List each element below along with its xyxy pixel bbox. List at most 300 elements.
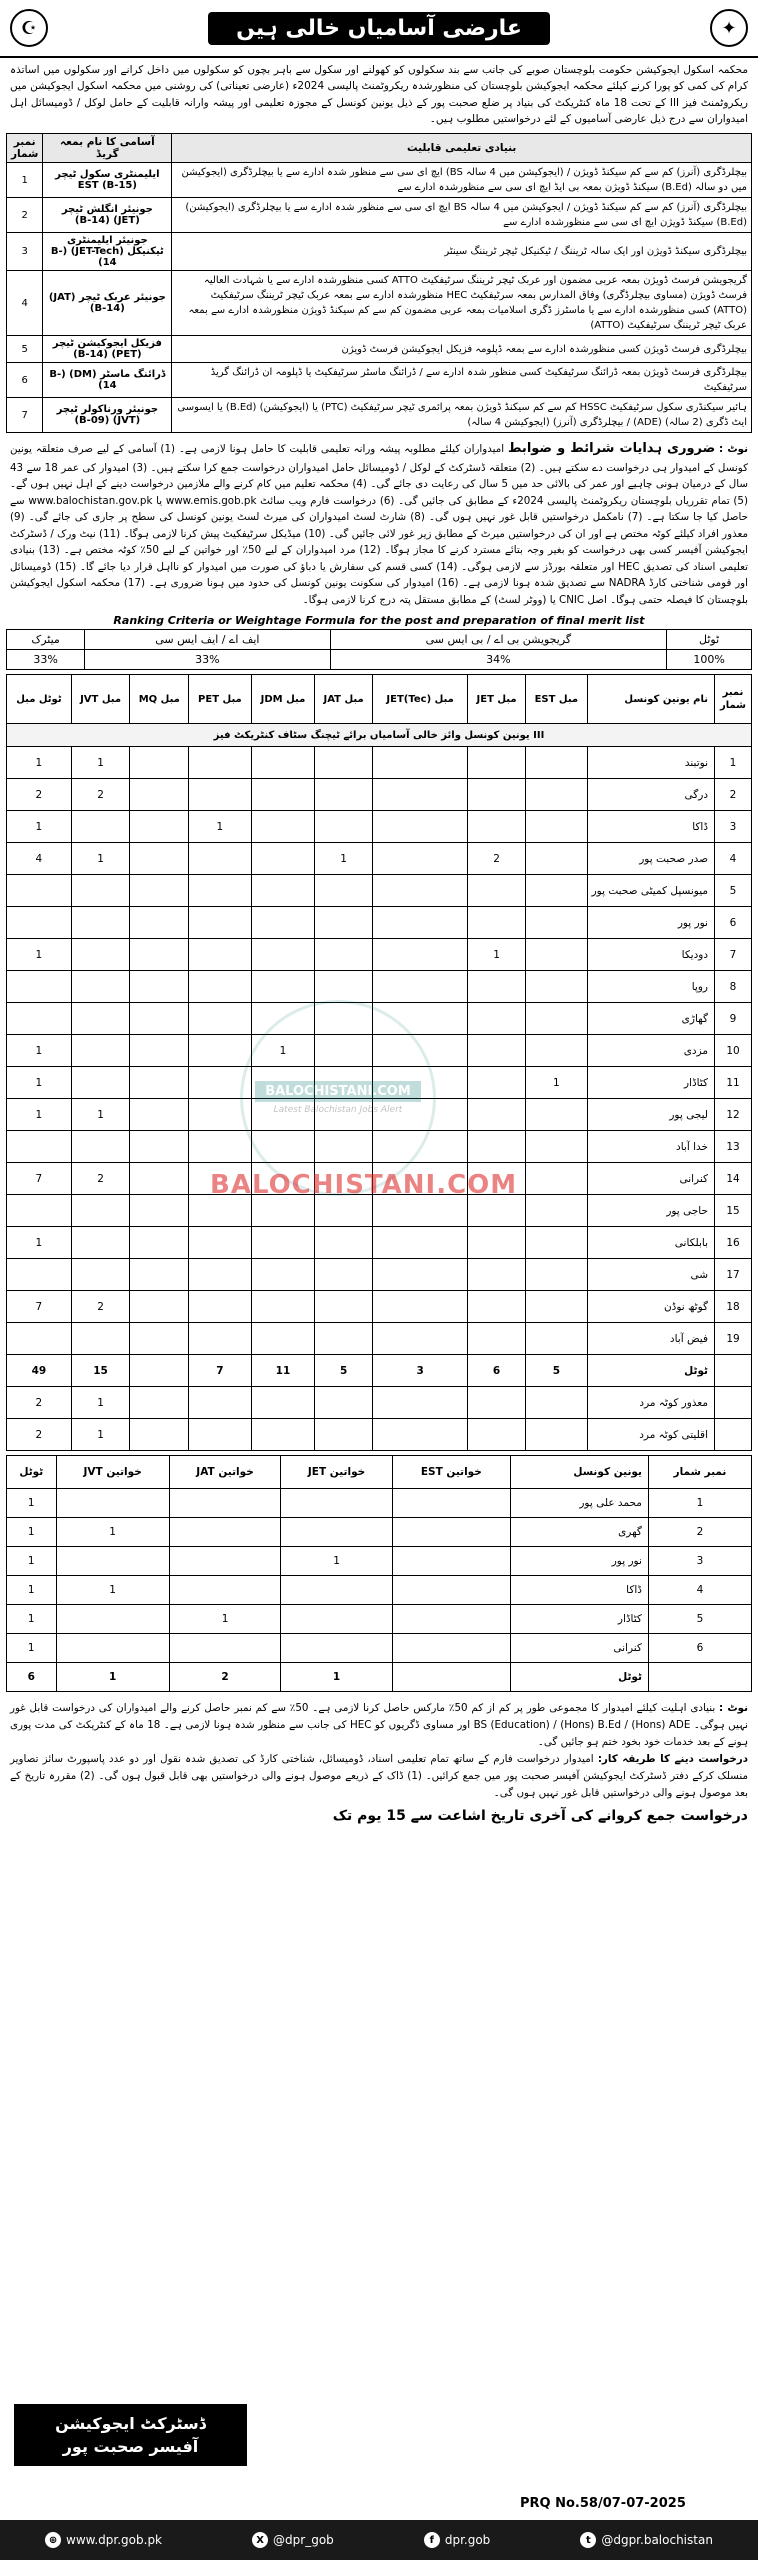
female-cell-jet (281, 1518, 392, 1547)
male-cell-total: 1 (7, 939, 72, 971)
male-cell-jdm (251, 843, 315, 875)
male-quota-empty (468, 1387, 525, 1419)
male-cell-jet (468, 1003, 525, 1035)
male-cell-est (525, 1227, 587, 1259)
female-cell-jat (169, 1489, 281, 1518)
female-cell-est (392, 1518, 510, 1547)
male-cell-est (525, 779, 587, 811)
male-cell-jettech (372, 843, 468, 875)
female-cell-jet: 1 (281, 1547, 392, 1576)
female-cell-est (392, 1576, 510, 1605)
male-row (7, 939, 752, 971)
vacancy-post: فزیکل ایجوکیشن ٹیچر (PET) (B-14) (43, 336, 172, 363)
government-emblem-icon: ☪ (10, 9, 48, 47)
male-cell-jet: 2 (468, 843, 525, 875)
male-cell-jettech (372, 939, 468, 971)
male-quota-empty (251, 1387, 315, 1419)
male-quota-empty (189, 1387, 251, 1419)
male-row (7, 779, 752, 811)
male-cell-total (7, 1003, 72, 1035)
male-cell-est (525, 843, 587, 875)
female-row (7, 1518, 752, 1547)
vacancy-qualification: بیچلرڈگری فرسٹ ڈویژن بمعہ ڈرائنگ سرٹیفکیٹ کسی منظور شدہ ادارے سے / ڈرائنگ ماسٹر سرٹیفکیٹ یا ڈپلومہ ان ڈرائنگ گریڈ سرٹیفکیٹ (172, 363, 752, 398)
vacancy-row (7, 163, 752, 198)
male-cell-jet (468, 907, 525, 939)
male-cell-uc: گوٹھ نوڈن (588, 1291, 715, 1323)
male-cell-jet (468, 1099, 525, 1131)
male-quota-empty (130, 1387, 189, 1419)
male-quota-empty (715, 1387, 752, 1419)
male-cell-jdm: 1 (251, 1035, 315, 1067)
vacancy-sn: 2 (7, 198, 43, 233)
male-subheader-row (7, 724, 752, 747)
male-quota-empty (372, 1419, 468, 1451)
male-cell-uc: بابلکانی (588, 1227, 715, 1259)
female-cell-jvt (56, 1634, 169, 1663)
deadline: درخواست جمع کروانے کی آخری تاریخ اشاعت سے 15 یوم تک (332, 1807, 748, 1824)
male-cell-jettech (372, 875, 468, 907)
male-row (7, 875, 752, 907)
male-cell-jvt: 2 (71, 779, 130, 811)
female-cell-jet (281, 1489, 392, 1518)
male-cell-mq (130, 1323, 189, 1355)
male-cell-jettech (372, 1323, 468, 1355)
male-cell-jat (315, 1323, 373, 1355)
male-cell-total (7, 907, 72, 939)
male-cell-jat (315, 811, 373, 843)
male-cell-mq (130, 1163, 189, 1195)
male-cell-pet (189, 843, 251, 875)
globe-icon: ⊕ (45, 2532, 61, 2548)
female-cell-total: 1 (7, 1605, 57, 1634)
male-total-row (7, 1355, 752, 1387)
male-cell-jettech (372, 779, 468, 811)
male-cell-jdm (251, 971, 315, 1003)
male-row (7, 971, 752, 1003)
signature-block (14, 2404, 247, 2466)
male-quota-empty (715, 1419, 752, 1451)
male-cell-jet (468, 1067, 525, 1099)
male-cell-jet (468, 811, 525, 843)
male-cell-pet (189, 1003, 251, 1035)
female-cell-uc: کٹاڈار (510, 1605, 648, 1634)
signature-line2: آفیسر صحبت پور (62, 2437, 199, 2457)
male-cell-jet (468, 875, 525, 907)
male-cell-sn: 11 (715, 1067, 752, 1099)
male-cell-pet (189, 939, 251, 971)
notes-label: نوٹ : (719, 443, 748, 456)
female-cell-sn: 3 (648, 1547, 751, 1576)
male-cell-sn: 1 (715, 747, 752, 779)
vacancy-header-sn: نمبر شمار (7, 134, 43, 163)
female-row (7, 1547, 752, 1576)
female-cell-total: 1 (7, 1576, 57, 1605)
male-cell-jvt (71, 875, 130, 907)
male-header-jdm: JDM مبل (251, 675, 315, 724)
male-row (7, 1259, 752, 1291)
male-cell-sn: 9 (715, 1003, 752, 1035)
male-cell-jettech (372, 907, 468, 939)
female-cell-uc: نور پور (510, 1547, 648, 1576)
male-cell-jet (468, 1259, 525, 1291)
male-cell-pet (189, 747, 251, 779)
male-header-jat: JAT مبل (315, 675, 373, 724)
female-cell-jat (169, 1634, 281, 1663)
male-cell-est (525, 747, 587, 779)
male-cell-jat (315, 939, 373, 971)
male-cell-jat (315, 747, 373, 779)
male-cell-jdm (251, 907, 315, 939)
male-row (7, 843, 752, 875)
female-cell-total: 1 (7, 1489, 57, 1518)
notes-heading: ضروری ہدایات شرائط و ضوابط (508, 441, 716, 457)
female-cell-uc: ڈاکا (510, 1576, 648, 1605)
male-quota-total: 2 (7, 1387, 72, 1419)
male-subheader: یونین کونسل وائز خالی آسامیاں برائے ٹیچنگ سٹاف کنٹریکٹ فیز III (7, 724, 752, 747)
male-cell-uc: ڈاکا (588, 811, 715, 843)
male-cell-pet (189, 1323, 251, 1355)
male-cell-sn: 4 (715, 843, 752, 875)
male-cell-est (525, 1259, 587, 1291)
male-cell-jvt (71, 1259, 130, 1291)
male-cell-total (7, 971, 72, 1003)
male-quota-label: اقلیتی کوٹہ مرد (588, 1419, 715, 1451)
male-cell-mq (130, 779, 189, 811)
male-cell-uc: نوتبند (588, 747, 715, 779)
vacancy-sn: 4 (7, 271, 43, 336)
male-cell-uc: میونسپل کمیٹی صحبت پور (588, 875, 715, 907)
male-total-jat: 5 (315, 1355, 373, 1387)
male-cell-jettech (372, 971, 468, 1003)
notes (0, 435, 758, 612)
social-text: @dpr_gob (273, 2533, 334, 2547)
vacancy-qualification: ہائیر سیکنڈری سکول سرٹیفکیٹ HSSC کم سے کم سیکنڈ ڈویژن بمعہ پرائمری ٹیچر سرٹیفکیٹ (PTC) یا (ایجوکیشن) (B.Ed) یا ایسوسی ایٹ ڈگری (2 سالہ) (ADE) / بیچلرڈگری (آنرز) (ایجوکیشن 4 سالہ) (172, 398, 752, 433)
male-cell-sn: 17 (715, 1259, 752, 1291)
vacancy-post: جونیئر ایلیمنٹری ٹیکنیکل (JET-Tech) (B-14) (43, 233, 172, 271)
male-quota-empty (189, 1419, 251, 1451)
female-cell-sn: 1 (648, 1489, 751, 1518)
ranking-title: Ranking Criteria or Weightage Formula for the post and preparation of final merit list (113, 614, 645, 628)
female-vacancy-table (6, 1455, 752, 1692)
female-cell-total: 1 (7, 1518, 57, 1547)
male-cell-jvt: 1 (71, 843, 130, 875)
male-cell-est (525, 875, 587, 907)
male-quota-empty (130, 1419, 189, 1451)
male-cell-jat (315, 1291, 373, 1323)
male-cell-mq (130, 971, 189, 1003)
male-cell-sn: 7 (715, 939, 752, 971)
female-total-uc: ٹوٹل (510, 1663, 648, 1692)
male-cell-pet (189, 1131, 251, 1163)
male-cell-mq (130, 1003, 189, 1035)
male-cell-jvt (71, 1131, 130, 1163)
male-cell-sn: 19 (715, 1323, 752, 1355)
social-item (252, 2532, 334, 2548)
male-cell-pet (189, 971, 251, 1003)
female-cell-jat (169, 1576, 281, 1605)
male-total-jvt: 15 (71, 1355, 130, 1387)
female-header-jet: JET خواتین (281, 1456, 392, 1489)
male-quota-empty (315, 1387, 373, 1419)
male-quota-empty (315, 1419, 373, 1451)
notes-text: امیدواران کیلئے مطلوبہ پیشہ ورانہ تعلیمی قابلیت کا حامل ہونا لازمی ہے۔ (1) آسامی کے لیے صرف متعلقہ یونین کونسل کے امیدوار ہی درخواست دے سکتے ہیں۔ (2) متعلقہ ڈسٹرکٹ کے لوکل / ڈومیسائل حامل امیدواران درخواست جمع کرا سکتے ہیں۔ (3) امیدوار کی عمر 18 سے 43 سال کے درمیان ہونی چاہیے اور عمر کی بالائی حد میں 5 سال کی رعایت دی جائے گی۔ (4) محکمہ تعلیم میں کام کرنے والے ملازمین درخواست دینے کے اہل نہیں ہوں گے۔ (5) تمام تقرریاں بلوچستان ریکروٹمنٹ پالیسی 2024ء کے مطابق کی جائیں گی۔ (6) درخواست فارم ویب سائٹ www.emis.gob.pk یا www.balochistan.gov.pk سے حاصل کیا جا سکتا ہے۔ (7) نامکمل درخواستیں قابل غور نہیں ہوں گی۔ (8) شارٹ لسٹ امیدواران کی میرٹ لسٹ یونین کونسل کی سطح پر جاری کی جائے گی۔ (9) معذور افراد کیلئے کوٹہ مختص ہے اور ان کی درخواستیں میرٹ کے مطابق زیر غور لائی جائیں گی۔ (10) میڈیکل سرٹیفکیٹ پیش کرنا لازمی ہوگا۔ (11) نیٹ ورک / ڈسٹرکٹ ایجوکیشن آفیسر کسی بھی درخواست کو بغیر وجہ بتائے مسترد کرنے کا مجاز ہوگا۔ (12) مرد امیدواران کے لیے 50٪ اور خواتین کے لیے 50٪ کوٹہ مختص ہے۔ (13) بنیادی تعلیمی اسناد کی تصدیق HEC اور متعلقہ بورڈز سے لازمی ہوگی۔ (14) کسی قسم کی سفارش یا دباؤ کی صورت میں امیدوار کو نااہل قرار دیا جائے گا۔ (15) ڈومیسائل اور قومی شناختی کارڈ NADRA سے تصدیق شدہ ہونا لازمی ہے۔ (16) امیدوار کی سکونت یونین کونسل کی حدود میں ہونا ضروری ہے۔ (17) محکمہ اسکول ایجوکیشن بلوچستان کا فیصلہ حتمی ہوگا۔ اصل CNIC یا (ووٹر لسٹ) کے مطابق مستقل پتہ درج کرنا لازمی ہوگا۔ (10, 443, 749, 606)
female-header-sn: نمبر شمار (648, 1456, 751, 1489)
male-quota-empty (525, 1387, 587, 1419)
male-header-jettech: JET(Tec) مبل (372, 675, 468, 724)
header (0, 0, 758, 58)
ranking-header: میٹرک (7, 630, 85, 650)
female-cell-sn: 2 (648, 1518, 751, 1547)
male-cell-est (525, 907, 587, 939)
male-cell-jet (468, 1035, 525, 1067)
vacancy-row (7, 271, 752, 336)
female-cell-jvt: 1 (56, 1576, 169, 1605)
male-cell-jat (315, 1227, 373, 1259)
male-cell-mq (130, 1259, 189, 1291)
male-cell-pet (189, 1035, 251, 1067)
male-cell-mq (130, 747, 189, 779)
male-total-est: 5 (525, 1355, 587, 1387)
male-cell-pet (189, 779, 251, 811)
vacancy-sn: 6 (7, 363, 43, 398)
female-cell-sn: 4 (648, 1576, 751, 1605)
vacancy-row (7, 398, 752, 433)
male-cell-jdm (251, 747, 315, 779)
male-cell-sn: 18 (715, 1291, 752, 1323)
male-cell-total: 2 (7, 779, 72, 811)
female-total-jvt: 1 (56, 1663, 169, 1692)
social-bar (0, 2520, 758, 2560)
female-total-jet: 1 (281, 1663, 392, 1692)
how-to-apply-text: امیدوار درخواست فارم کے ساتھ تمام تعلیمی اسناد، ڈومیسائل، شناختی کارڈ کی تصدیق شدہ نقول اور دو عدد پاسپورٹ سائز تصاویر منسلک کرکے دفتر ڈسٹرکٹ ایجوکیشن آفیسر صحبت پور میں جمع کرائیں۔ (1) ڈاک کے ذریعے موصول ہونے والی درخواستیں بھی قابل قبول ہوں گی۔ (2) مقررہ تاریخ کے بعد موصول ہونے والی درخواستیں قابل غور نہیں ہوں گی۔ (10, 1753, 748, 1799)
social-item (580, 2532, 713, 2548)
male-cell-sn: 14 (715, 1163, 752, 1195)
male-cell-jvt (71, 939, 130, 971)
female-header-est: EST خواتین (392, 1456, 510, 1489)
female-total-sn (648, 1663, 751, 1692)
male-header-sn: نمبر شمار (715, 675, 752, 724)
male-cell-est (525, 971, 587, 1003)
male-cell-total: 7 (7, 1163, 72, 1195)
male-cell-jet: 1 (468, 939, 525, 971)
male-cell-total: 7 (7, 1291, 72, 1323)
male-quota-empty (372, 1387, 468, 1419)
female-cell-jvt (56, 1547, 169, 1576)
prq-number: PRQ No.58/07-07-2025 (520, 2496, 686, 2511)
watermark-band: BALOCHISTANI.COM (255, 1081, 421, 1102)
female-header-jat: JAT خواتین (169, 1456, 281, 1489)
vacancy-row (7, 363, 752, 398)
female-cell-est (392, 1634, 510, 1663)
male-cell-uc: خدا آباد (588, 1131, 715, 1163)
male-cell-jdm (251, 779, 315, 811)
male-cell-est (525, 1003, 587, 1035)
male-cell-jet (468, 1227, 525, 1259)
vacancy-post: جونیئر عربک ٹیچر (JAT) (B-14) (43, 271, 172, 336)
male-cell-mq (130, 843, 189, 875)
female-row (7, 1576, 752, 1605)
male-total-jet: 6 (468, 1355, 525, 1387)
male-cell-est (525, 811, 587, 843)
male-header-total: ٹوٹل مبل (7, 675, 72, 724)
female-total-row (7, 1663, 752, 1692)
footer-notes-text: بنیادی اہلیت کیلئے امیدوار کا مجموعی طور پر کم از کم 50٪ مارکس حاصل کرنا لازمی ہے۔ 50٪ سے کم نمبر حاصل کرنے والے امیدواران کی درخواست قابل غور نہیں ہوگی۔ BS (Education) / (Hons) B.Ed / (Hons) ADE اور مساوی ڈگریوں کو HEC کی جانب سے منظور شدہ ہونا لازمی ہے۔ 18 ماہ کے کنٹریکٹ کی مدت پوری ہونے کے بعد خدمات خود بخود ختم ہو جائیں گی۔ (10, 1702, 748, 1749)
vacancy-table (6, 133, 752, 433)
male-cell-jvt (71, 1195, 130, 1227)
male-cell-jettech (372, 1227, 468, 1259)
male-row (7, 1227, 752, 1259)
female-cell-jat: 1 (169, 1605, 281, 1634)
male-cell-uc: کنرانی (588, 1163, 715, 1195)
male-quota-total: 2 (7, 1419, 72, 1451)
vacancy-sn: 3 (7, 233, 43, 271)
female-row (7, 1605, 752, 1634)
female-header-jvt: JVT خواتین (56, 1456, 169, 1489)
male-cell-est (525, 1099, 587, 1131)
male-cell-sn: 15 (715, 1195, 752, 1227)
footer-notes (0, 1696, 758, 1806)
male-cell-uc: حاجی پور (588, 1195, 715, 1227)
male-cell-jet (468, 1291, 525, 1323)
male-cell-est (525, 1291, 587, 1323)
male-cell-jat (315, 1259, 373, 1291)
male-total-mq (130, 1355, 189, 1387)
watermark-text: BALOCHISTANI.COM (210, 1170, 518, 1200)
male-cell-jet (468, 747, 525, 779)
vacancy-qualification: بیچلرڈگری سیکنڈ ڈویژن اور ایک سالہ ٹریننگ / ٹیکنیکل ٹیچر ٹریننگ سینٹر (172, 233, 752, 271)
male-cell-jdm (251, 1323, 315, 1355)
male-quota-row (7, 1419, 752, 1451)
female-cell-est (392, 1605, 510, 1634)
male-total-jdm: 11 (251, 1355, 315, 1387)
male-cell-uc: فیض آباد (588, 1323, 715, 1355)
female-cell-sn: 5 (648, 1605, 751, 1634)
male-cell-sn: 6 (715, 907, 752, 939)
male-cell-uc: روپا (588, 971, 715, 1003)
male-cell-pet (189, 1227, 251, 1259)
social-item (424, 2532, 490, 2548)
male-cell-jet (468, 1323, 525, 1355)
male-total-pet: 7 (189, 1355, 251, 1387)
male-quota-empty (251, 1419, 315, 1451)
male-cell-uc: درگی (588, 779, 715, 811)
ranking-table (6, 629, 752, 670)
vacancy-post: ایلیمنٹری سکول ٹیچر EST (B-15) (43, 163, 172, 198)
male-cell-jdm (251, 1227, 315, 1259)
watermark-sub: Latest Balochistan Jobs Alert (273, 1105, 403, 1115)
male-quota-empty (525, 1419, 587, 1451)
female-cell-est (392, 1547, 510, 1576)
male-cell-total: 1 (7, 747, 72, 779)
male-cell-jdm (251, 875, 315, 907)
facebook-icon: f (424, 2532, 440, 2548)
vacancy-header-post: آسامی کا نام بمعہ گریڈ (43, 134, 172, 163)
male-header-jvt: JVT مبل (71, 675, 130, 724)
male-cell-est (525, 1163, 587, 1195)
male-quota-jvt: 1 (71, 1419, 130, 1451)
ranking-value: 33% (85, 650, 330, 670)
male-row (7, 747, 752, 779)
vacancy-header-qual: بنیادی تعلیمی قابلیت (172, 134, 752, 163)
female-cell-sn: 6 (648, 1634, 751, 1663)
vacancy-row (7, 336, 752, 363)
vacancy-sn: 1 (7, 163, 43, 198)
male-quota-row (7, 1387, 752, 1419)
social-text: www.dpr.gob.pk (66, 2533, 163, 2547)
male-cell-uc: مزدی (588, 1035, 715, 1067)
social-item (45, 2532, 162, 2548)
vacancy-row (7, 233, 752, 271)
male-cell-total: 4 (7, 843, 72, 875)
balochistan-emblem-icon: ✦ (710, 9, 748, 47)
male-cell-jvt: 2 (71, 1163, 130, 1195)
male-cell-sn: 13 (715, 1131, 752, 1163)
ranking-header: گریجویشن بی اے / بی ایس سی (330, 630, 667, 650)
intro-paragraph: محکمہ اسکول ایجوکیشن حکومت بلوچستان صوبے کی جانب سے بند سکولوں کو کھولنے اور سکول سے باہر بچوں کو سکولوں میں داخل کرانے اور سکولوں میں اساتذہ کرام کی کمی کو پورا کرنے کیلئے محکمہ ایجوکیشن بلوچستان کی منظورشدہ ریکروٹمنٹ پالیسی 2024ء (عارضی تعیناتی) کی روشنی میں محکمہ اسکول ایجوکیشن میں ریکروٹمنٹ فیز III کے تحت 18 ماہ کنٹریکٹ کی بنیاد پر ضلع صحبت پور کے ذیل یونین کونسل کے مجوزہ تعلیمی اور پیشہ وارانہ قابلیت کے حامل لوکل / ڈومیسائل اہل امیدواران سے درج ذیل عارضی آسامیوں کے لئے درخواستیں مطلوب ہیں۔ (10, 64, 749, 125)
male-cell-uc: لیجی پور (588, 1099, 715, 1131)
male-cell-jat: 1 (315, 843, 373, 875)
twitter-icon: t (580, 2532, 596, 2548)
female-total-total: 6 (7, 1663, 57, 1692)
vacancy-qualification: بیچلرڈگری فرسٹ ڈویژن کسی منظورشدہ ادارے سے بمعہ ڈپلومہ فزیکل ایجوکیشن فرسٹ ڈویژن (172, 336, 752, 363)
male-cell-pet (189, 1259, 251, 1291)
male-cell-total (7, 1131, 72, 1163)
male-cell-sn: 10 (715, 1035, 752, 1067)
male-cell-jvt: 1 (71, 747, 130, 779)
female-cell-est (392, 1489, 510, 1518)
male-row (7, 1323, 752, 1355)
male-cell-uc: صدر صحبت پور (588, 843, 715, 875)
female-cell-jvt (56, 1605, 169, 1634)
male-cell-est (525, 1195, 587, 1227)
male-cell-jvt: 1 (71, 1099, 130, 1131)
male-cell-est (525, 1131, 587, 1163)
female-cell-jet (281, 1605, 392, 1634)
male-quota-empty (468, 1419, 525, 1451)
female-header-total: ٹوٹل (7, 1456, 57, 1489)
male-cell-pet (189, 875, 251, 907)
male-cell-mq (130, 811, 189, 843)
male-row (7, 1291, 752, 1323)
male-cell-uc: نور پور (588, 907, 715, 939)
male-cell-pet (189, 1291, 251, 1323)
vacancy-qualification: بیچلرڈگری (آنرز) کم سے کم سیکنڈ ڈویژن / ایجوکیشن میں 4 سالہ BS ایچ ای سی سے منظور شدہ ادارے سے یا بیچلرڈگری (ایجوکیشن) (B.Ed) سیکنڈ ڈویژن ایچ ای سی سے منظورشدہ ادارے سے (172, 198, 752, 233)
male-total-jettech: 3 (372, 1355, 468, 1387)
male-cell-jdm (251, 1291, 315, 1323)
male-header-est: EST مبل (525, 675, 587, 724)
male-cell-mq (130, 1195, 189, 1227)
vacancy-qualification: بیچلرڈگری (آنرز) کم سے کم سیکنڈ ڈویژن / (ایجوکیشن میں 4 سالہ BS) ایچ ای سی سے منظور شدہ ادارے سے یا بیچلرڈگری (ایجوکیشن میں دو سالہ (B.Ed) سیکنڈ ڈویژن بمعہ بی ایڈ ایچ ای سی سے منظورشدہ ادارے سے (172, 163, 752, 198)
ranking-header: ایف اے / ایف ایس سی (85, 630, 330, 650)
male-cell-mq (130, 1099, 189, 1131)
female-cell-jat (169, 1518, 281, 1547)
male-cell-jet (468, 971, 525, 1003)
male-cell-total: 1 (7, 811, 72, 843)
female-cell-jet (281, 1634, 392, 1663)
male-cell-total: 1 (7, 1099, 72, 1131)
male-cell-sn: 8 (715, 971, 752, 1003)
male-cell-jat (315, 875, 373, 907)
female-row (7, 1489, 752, 1518)
watermark-logo (240, 1000, 436, 1196)
male-quota-label: معذور کوٹہ مرد (588, 1387, 715, 1419)
male-cell-sn: 3 (715, 811, 752, 843)
ranking-header: ٹوٹل (667, 630, 752, 650)
male-cell-sn: 12 (715, 1099, 752, 1131)
male-cell-jettech (372, 1291, 468, 1323)
male-cell-jet (468, 779, 525, 811)
male-cell-est (525, 939, 587, 971)
